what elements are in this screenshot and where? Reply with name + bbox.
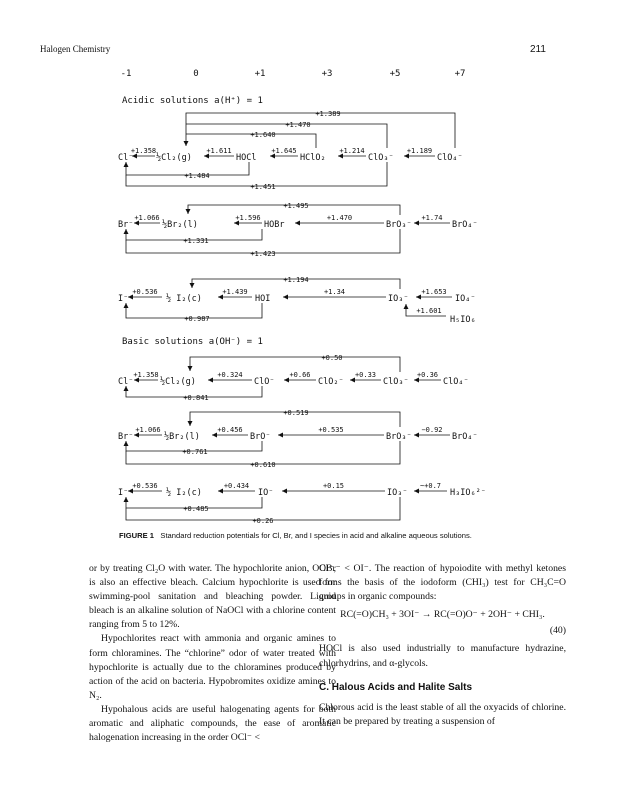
paragraph: OBr⁻ < OI⁻. The reaction of hypoiodite with methyl ketones forms the basis of the iodoform (CHI₃) test for CH₃C=O groups in organic compounds: <box>319 563 566 603</box>
step-potential-label: +1.066 <box>134 214 160 222</box>
species-label: ½ I₂(c) <box>166 488 202 498</box>
step-potential-label: +0.33 <box>354 371 377 379</box>
long-potential-label: +0.26 <box>252 517 274 525</box>
reduction-potential-diagram <box>0 60 617 530</box>
long-potential-label: +0.485 <box>183 505 209 513</box>
long-potential-label: +1.495 <box>283 202 309 210</box>
step-potential-label: +1.189 <box>406 147 433 155</box>
step-potential-label: +1.439 <box>222 288 248 296</box>
species-label: ClO₄⁻ <box>437 153 463 163</box>
long-potential-label: +1.470 <box>285 121 311 129</box>
oxidation-state-label: +3 <box>321 69 333 79</box>
step-potential-label: +1.645 <box>271 147 297 155</box>
section-heading: C. Halous Acids and Halite Salts <box>319 681 473 693</box>
step-potential-label: +1.470 <box>326 214 353 222</box>
species-label: ClO₃⁻ <box>383 377 409 387</box>
step-potential-label: +1.066 <box>135 426 161 434</box>
species-label: BrO₃⁻ <box>386 432 412 442</box>
species-label: Br⁻ <box>118 220 134 230</box>
species-label: I⁻ <box>118 488 129 498</box>
oxidation-state-label: -1 <box>120 69 132 79</box>
step-potential-label: +1.214 <box>339 147 365 155</box>
species-label: H₃IO₆²⁻ <box>450 488 486 498</box>
step-potential-label: +1.653 <box>421 288 447 296</box>
oxidation-state-label: +1 <box>254 69 266 79</box>
step-potential-label: +0.536 <box>132 288 158 296</box>
equation: RC(=O)CH₃ + 3OI⁻ → RC(=O)O⁻ + 2OH⁻ + CHI₃. <box>340 609 545 621</box>
species-label: BrO⁻ <box>250 432 271 442</box>
long-potential-label: +0.841 <box>183 394 209 402</box>
species-label: ½Br₂(l) <box>162 220 198 230</box>
long-potential-label: +0.50 <box>321 354 343 362</box>
species-label: ½Cl₂(g) <box>156 153 192 163</box>
species-label: ClO⁻ <box>254 377 275 387</box>
oxidation-state-label: 0 <box>193 69 199 79</box>
species-label: ½ I₂(c) <box>166 294 202 304</box>
species-label: IO⁻ <box>258 488 274 498</box>
long-potential-label: +0.519 <box>283 409 309 417</box>
running-title: Halogen Chemistry <box>40 44 111 54</box>
paragraph: or by treating Cl₂O with water. The hypochlorite anion, OCl⁻, is also an effective bleach. Calcium hypochlorite is used for swimming-pool sanitation and bleaching powder. Liquid bleach is an alkaline solution of NaOCl with a chlorine content ranging from 5 to 12%. <box>89 563 336 631</box>
species-label: HOCl <box>236 153 257 163</box>
species-label: H₅IO₆ <box>450 315 476 325</box>
long-potential-label: +1.484 <box>184 172 210 180</box>
step-potential-label: −0.92 <box>421 426 443 434</box>
step-potential-label: +1.596 <box>235 214 261 222</box>
step-potential-label: +1.34 <box>323 288 346 296</box>
species-label: IO₃⁻ <box>387 488 408 498</box>
species-label: BrO₃⁻ <box>386 220 412 230</box>
species-label: ClO₂⁻ <box>318 377 344 387</box>
long-potential-label: +1.331 <box>183 237 209 245</box>
step-potential-label: +0.15 <box>322 482 345 490</box>
paragraph: HOCl is also used industrially to manufacture hydrazine, chlorhydrins, and α-glycols. <box>319 643 566 669</box>
equation-number: (40) <box>549 625 566 637</box>
long-potential-arrow <box>190 357 400 372</box>
long-potential-label: +1.640 <box>250 131 276 139</box>
step-potential-label: +0.66 <box>289 371 311 379</box>
species-label: IO₄⁻ <box>455 294 476 304</box>
paragraph: Hypohalous acids are useful halogenating agents for both aromatic and aliphatic compounds, the ease of aromatic halogenation increasing in the order OCl⁻ < <box>89 703 336 744</box>
step-potential-label: +1.74 <box>421 214 443 222</box>
species-label: ½Cl₂(g) <box>160 377 196 387</box>
species-label: BrO₄⁻ <box>452 432 478 442</box>
paragraph: Chlorous acid is the least stable of all the oxyacids of chlorine. It can be prepared by treating a suspension of <box>319 701 566 727</box>
section-heading-basic: Basic solutions a(OH⁻) = 1 <box>122 337 263 347</box>
step-potential-label: +1.601 <box>416 307 442 315</box>
long-potential-label: +1.194 <box>283 276 309 284</box>
figure-caption-text: Standard reduction potentials for Cl, Br, and I species in acid and alkaline aqueous solutions. <box>160 531 472 540</box>
step-potential-label: +0.434 <box>223 482 250 490</box>
long-potential-label: +1.389 <box>315 110 341 118</box>
species-label: ClO₃⁻ <box>368 153 394 163</box>
long-potential-label: +0.987 <box>184 315 210 323</box>
step-potential-label: +0.536 <box>132 482 158 490</box>
section-heading-acidic: Acidic solutions a(H⁺) = 1 <box>122 96 263 106</box>
species-label: HClO₂ <box>300 153 326 163</box>
figure-label: FIGURE 1 <box>119 531 155 540</box>
left-column <box>89 562 336 745</box>
figure-caption <box>119 531 472 540</box>
long-potential-label: +0.761 <box>182 448 208 456</box>
species-label: Br⁻ <box>118 432 134 442</box>
step-potential-label: +0.324 <box>217 371 243 379</box>
species-label: ½Br₂(l) <box>164 432 200 442</box>
species-label: Cl⁻ <box>118 153 134 163</box>
species-label: HOBr <box>264 220 285 230</box>
right-column <box>319 562 566 729</box>
species-label: IO₃⁻ <box>388 294 409 304</box>
species-label: HOI <box>255 294 271 304</box>
species-label: ClO₄⁻ <box>443 377 469 387</box>
step-potential-label: +1.358 <box>133 371 159 379</box>
step-potential-label: +0.456 <box>217 426 243 434</box>
page-number: 211 <box>530 44 546 55</box>
species-label: Cl⁻ <box>118 377 134 387</box>
oxidation-state-label: +7 <box>454 69 466 79</box>
long-potential-label: +1.451 <box>250 183 276 191</box>
long-potential-label: +1.423 <box>250 250 276 258</box>
oxidation-state-label: +5 <box>389 69 401 79</box>
long-potential-label: +0.610 <box>250 461 276 469</box>
step-potential-label: +1.358 <box>130 147 157 155</box>
species-label: BrO₄⁻ <box>452 220 478 230</box>
step-potential-label: +0.535 <box>318 426 344 434</box>
long-potential-arrow <box>186 113 455 148</box>
step-potential-label: ~+0.7 <box>419 482 442 490</box>
step-potential-label: +1.611 <box>206 147 232 155</box>
paragraph: Hypochlorites react with ammonia and organic amines to form chloramines. The “chlorine” odor of water treated with hypochlorite is actually due to the chloramines produced by action of the acid on bacteria. Hypobromites oxidize amines to N₂. <box>89 633 336 701</box>
species-label: I⁻ <box>118 294 129 304</box>
step-potential-label: +0.36 <box>416 371 439 379</box>
